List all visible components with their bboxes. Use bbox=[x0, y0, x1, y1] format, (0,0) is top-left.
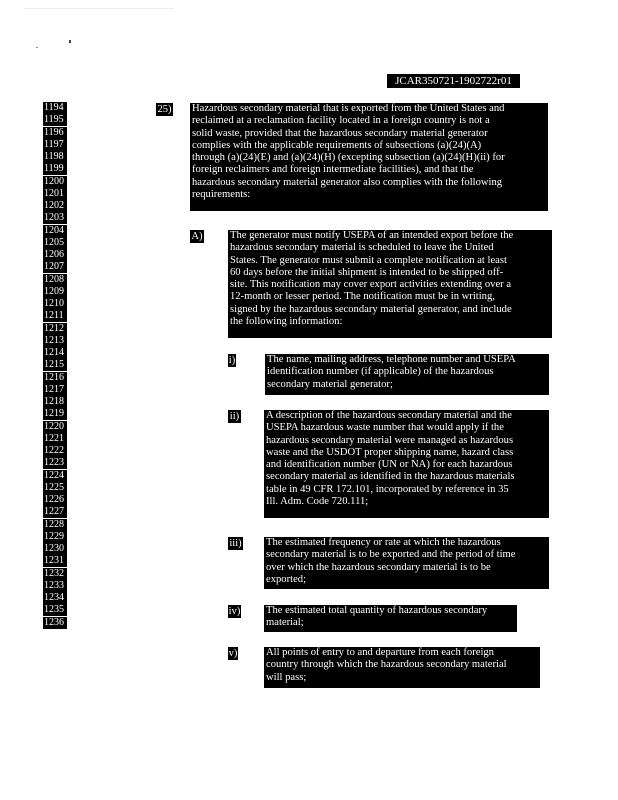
item-ii-text: A description of the hazardous secondary material and the USEPA hazardous waste number that would apply if the hazardous secondary material were managed as hazardous waste and the USDOT proper shipping name, hazard class and identification number (UN or NA) for each hazardous secondary material as identified in the hazardous materials table in 49 CFR 172.101, incorporated by reference in 35 Ill. Adm. Code 720.111; bbox=[264, 410, 549, 518]
line-number: 1198 bbox=[43, 151, 67, 163]
line-number: 1213 bbox=[43, 335, 67, 347]
line-number: 1233 bbox=[43, 580, 67, 592]
item-iv-label: iv) bbox=[228, 606, 241, 617]
item-v-text: All points of entry to and departure from each foreign country through which the hazardous secondary material will pass; bbox=[264, 647, 540, 688]
line-number: 1207 bbox=[43, 261, 67, 273]
line-number: 1220 bbox=[43, 421, 67, 433]
line-number: 1197 bbox=[43, 139, 67, 151]
line-number: 1196 bbox=[43, 127, 67, 139]
line-number: 1226 bbox=[43, 494, 67, 506]
line-number: 1212 bbox=[43, 323, 67, 335]
line-number: 1223 bbox=[43, 457, 67, 469]
line-number: 1211 bbox=[43, 310, 67, 322]
item-iii-label: iii) bbox=[229, 538, 242, 549]
item-A-text: The generator must notify USEPA of an intended export before the hazardous secondary material is scheduled to leave the United States. The generator must submit a complete notification at least 60 days before the initial shipment is intended to be shipped off- site. This notification may cover export activities extending over a 12-month or lesser period. The notification must be in writing, signed by the hazardous secondary material generator, and include the following information: bbox=[228, 230, 552, 338]
item-iv-text: The estimated total quantity of hazardous secondary material; bbox=[264, 605, 517, 632]
line-number: 1221 bbox=[43, 433, 67, 445]
line-number: 1234 bbox=[43, 592, 67, 604]
line-number: 1200 bbox=[43, 176, 67, 188]
line-number: 1218 bbox=[43, 396, 67, 408]
line-number: 1219 bbox=[43, 408, 67, 420]
line-number: 1228 bbox=[43, 519, 67, 531]
line-number: 1217 bbox=[43, 384, 67, 396]
line-number: 1205 bbox=[43, 237, 67, 249]
line-number-column bbox=[43, 102, 67, 629]
line-number: 1236 bbox=[43, 617, 67, 629]
line-number: 1201 bbox=[43, 188, 67, 200]
item-v-label: v) bbox=[228, 648, 238, 659]
line-number: 1235 bbox=[43, 604, 67, 616]
document-header-code: JCAR350721-1902722r01 bbox=[387, 74, 520, 88]
line-number: 1230 bbox=[43, 543, 67, 555]
line-number: 1194 bbox=[43, 102, 67, 114]
line-number: 1199 bbox=[43, 163, 67, 175]
line-number: 1231 bbox=[43, 555, 67, 567]
item-25-label: 25) bbox=[157, 104, 172, 115]
line-number: 1206 bbox=[43, 249, 67, 261]
item-25-text: Hazardous secondary material that is exported from the United States and reclaimed at a reclamation facility located in a foreign country is not a solid waste, provided that the hazardous secondary material generator complies with the applicable requirements of subsections (a)(24)(A) through (a)(24)(E) and (a)(24)(H) (excepting subsection (a)(24)(H)(ii) for foreign reclaimers and foreign intermediate facilities), and that the hazardous secondary material generator also complies with the following requirements: bbox=[190, 103, 548, 211]
line-number: 1222 bbox=[43, 445, 67, 457]
item-ii-label: ii) bbox=[229, 411, 240, 422]
item-i-label: i) bbox=[228, 355, 236, 366]
line-number: 1209 bbox=[43, 286, 67, 298]
line-number: 1229 bbox=[43, 531, 67, 543]
line-number: 1202 bbox=[43, 200, 67, 212]
line-number: 1210 bbox=[43, 298, 67, 310]
scan-artifact bbox=[69, 40, 71, 43]
scan-artifact bbox=[24, 8, 174, 9]
line-number: 1224 bbox=[43, 470, 67, 482]
line-number: 1203 bbox=[43, 212, 67, 224]
line-number: 1232 bbox=[43, 568, 67, 580]
line-number: 1208 bbox=[43, 274, 67, 286]
line-number: 1227 bbox=[43, 506, 67, 518]
scan-artifact bbox=[36, 47, 38, 48]
line-number: 1195 bbox=[43, 114, 67, 126]
line-number: 1225 bbox=[43, 482, 67, 494]
line-number: 1214 bbox=[43, 347, 67, 359]
item-i-text: The name, mailing address, telephone number and USEPA identification number (if applicable) of the hazardous secondary material generator; bbox=[265, 354, 549, 395]
item-A-label: A) bbox=[191, 231, 203, 242]
line-number: 1216 bbox=[43, 372, 67, 384]
line-number: 1215 bbox=[43, 359, 67, 371]
item-iii-text: The estimated frequency or rate at which the hazardous secondary material is to be exported and the period of time over which the hazardous secondary material is to be exported; bbox=[264, 537, 549, 589]
line-number: 1204 bbox=[43, 225, 67, 237]
